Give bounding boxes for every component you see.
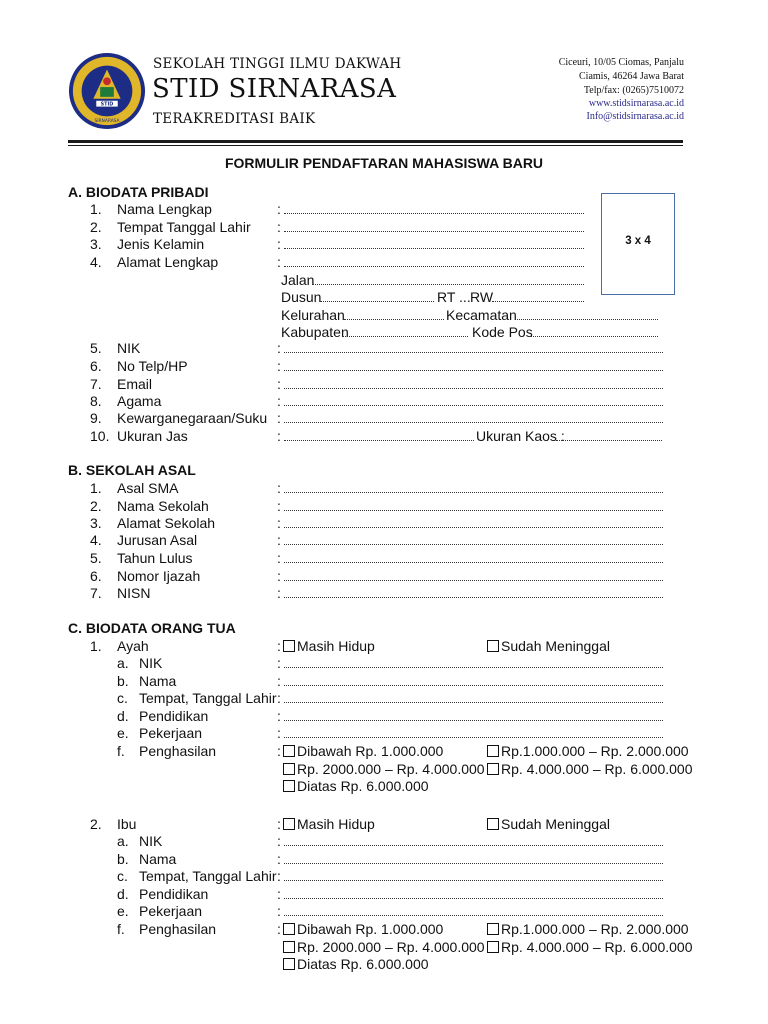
- item-label: Nomor Ijazah: [117, 568, 201, 584]
- checkbox[interactable]: [283, 818, 295, 830]
- option-label: Dibawah Rp. 1.000.000: [297, 921, 444, 937]
- sub-letter: a.: [117, 833, 129, 849]
- item-number: 5.: [90, 550, 102, 566]
- income-option[interactable]: [283, 778, 429, 794]
- option-label: Sudah Meninggal: [501, 816, 610, 832]
- option-masih-hidup[interactable]: [283, 638, 375, 654]
- input-line[interactable]: [284, 510, 663, 511]
- school-name: STID SIRNARASA: [152, 74, 397, 104]
- option-label: Rp. 4.000.000 – Rp. 6.000.000: [501, 939, 693, 955]
- address-line-2: Ciamis, 46264 Jawa Barat: [579, 71, 684, 82]
- label-kabupaten: Kabupaten: [281, 324, 349, 340]
- item-label: Tahun Lulus: [117, 550, 193, 566]
- colon: :: [277, 885, 281, 902]
- colon: :: [277, 743, 281, 759]
- label-ukuran-kaos: Ukuran Kaos :: [476, 428, 565, 444]
- input-line[interactable]: [284, 737, 663, 738]
- input-line[interactable]: [284, 720, 663, 721]
- item-number: 3.: [90, 515, 102, 531]
- item-number: 3.: [90, 236, 102, 252]
- option-label: Sudah Meninggal: [501, 638, 610, 654]
- label-dusun: Dusun: [281, 289, 322, 305]
- item-number: 8.: [90, 393, 102, 409]
- income-option[interactable]: [283, 761, 485, 777]
- sub-letter: f.: [117, 743, 125, 759]
- sub-letter: a.: [117, 655, 129, 671]
- input-line[interactable]: [284, 880, 663, 881]
- item-label: Kewarganegaraan/Suku: [117, 410, 268, 426]
- item-label: NIK: [117, 340, 141, 356]
- input-line[interactable]: [284, 898, 663, 899]
- input-line[interactable]: [284, 370, 663, 371]
- input-line[interactable]: [284, 702, 663, 703]
- sub-label: Tempat, Tanggal Lahir: [139, 690, 277, 707]
- colon: :: [277, 655, 281, 671]
- input-line[interactable]: [284, 580, 663, 581]
- item-number: 6.: [90, 358, 102, 374]
- label-kelurahan: Kelurahan: [281, 307, 345, 323]
- colon: :: [277, 921, 281, 937]
- item-label: NISN: [117, 585, 151, 601]
- address-line-1: Ciceuri, 10/05 Ciomas, Panjalu: [558, 57, 684, 68]
- item-label: Alamat Sekolah: [117, 515, 216, 531]
- item-label: No Telp/HP: [117, 358, 188, 374]
- checkbox[interactable]: [487, 941, 499, 953]
- input-line[interactable]: [284, 527, 663, 528]
- option-label: Rp.1.000.000 – Rp. 2.000.000: [501, 921, 689, 937]
- item-number: 4.: [90, 254, 102, 270]
- colon: :: [277, 410, 281, 426]
- option-sudah-meninggal[interactable]: [487, 816, 610, 832]
- sub-letter: b.: [117, 672, 129, 689]
- sub-letter: e.: [117, 903, 129, 920]
- photo-box: [601, 193, 675, 295]
- item-label: Ukuran Jas: [117, 428, 188, 444]
- colon: :: [277, 219, 281, 235]
- section-a-title: A. BIODATA PRIBADI: [68, 184, 209, 200]
- accreditation: TERAKREDITASI BAIK: [153, 111, 316, 127]
- option-sudah-meninggal[interactable]: [487, 638, 610, 654]
- parent-number: 2.: [90, 816, 102, 832]
- sub-letter: e.: [117, 725, 129, 742]
- checkbox[interactable]: [283, 780, 295, 792]
- colon: :: [277, 340, 281, 356]
- field-kabupaten[interactable]: [342, 336, 468, 337]
- option-masih-hidup[interactable]: [283, 816, 375, 832]
- item-label: Agama: [117, 393, 162, 409]
- item-label: Nama Lengkap: [117, 201, 212, 217]
- option-label: Rp. 4.000.000 – Rp. 6.000.000: [501, 761, 693, 777]
- checkbox[interactable]: [283, 640, 295, 652]
- option-label: Rp. 2000.000 – Rp. 4.000.000: [297, 939, 485, 955]
- colon: :: [277, 725, 281, 742]
- colon: :: [277, 816, 281, 832]
- svg-text:STID: STID: [100, 101, 114, 108]
- sub-letter: d.: [117, 707, 129, 724]
- option-label: Masih Hidup: [297, 816, 375, 832]
- colon: :: [277, 428, 281, 444]
- label-kecamatan: Kecamatan: [446, 307, 517, 323]
- sub-label: Penghasilan: [139, 743, 217, 759]
- input-line[interactable]: [284, 492, 663, 493]
- checkbox[interactable]: [487, 763, 499, 775]
- sub-label: Pekerjaan: [139, 903, 203, 920]
- input-line[interactable]: [284, 422, 663, 423]
- sub-letter: b.: [117, 850, 129, 867]
- item-number: 7.: [90, 585, 102, 601]
- item-number: 2.: [90, 498, 102, 514]
- income-option[interactable]: [487, 921, 689, 937]
- input-line[interactable]: [284, 388, 663, 389]
- school-line: SEKOLAH TINGGI ILMU DAKWAH: [153, 56, 402, 72]
- field-kecamatan[interactable]: [515, 319, 658, 320]
- colon: :: [277, 376, 281, 392]
- option-label: Dibawah Rp. 1.000.000: [297, 743, 444, 759]
- colon: :: [277, 550, 281, 566]
- input-line[interactable]: [284, 845, 663, 846]
- option-label: Rp. 2000.000 – Rp. 4.000.000: [297, 761, 485, 777]
- input-line[interactable]: [284, 248, 584, 249]
- sub-label: Pekerjaan: [139, 725, 203, 742]
- checkbox[interactable]: [283, 763, 295, 775]
- checkbox[interactable]: [487, 640, 499, 652]
- sub-letter: d.: [117, 885, 129, 902]
- income-option[interactable]: [283, 956, 429, 972]
- colon: :: [277, 236, 281, 252]
- email-link[interactable]: Info@stidsirnarasa.ac.id: [586, 111, 684, 122]
- label-rw: RW: [470, 289, 494, 305]
- input-line[interactable]: [284, 405, 663, 406]
- option-label: Rp.1.000.000 – Rp. 2.000.000: [501, 743, 689, 759]
- label-rt: RT ...: [437, 289, 471, 305]
- field-jalan[interactable]: [312, 284, 584, 285]
- item-number: 4.: [90, 532, 102, 548]
- colon: :: [277, 515, 281, 531]
- item-label: Nama Sekolah: [117, 498, 209, 514]
- header-divider-thin: [68, 145, 683, 146]
- phone: Telp/fax: (0265)7510072: [583, 85, 684, 96]
- checkbox[interactable]: [487, 923, 499, 935]
- school-logo: [68, 52, 146, 130]
- colon: :: [277, 568, 281, 584]
- item-number: 6.: [90, 568, 102, 584]
- section-c-title: C. BIODATA ORANG TUA: [68, 620, 236, 636]
- website-link[interactable]: www.stidsirnarasa.ac.id: [588, 98, 684, 109]
- colon: :: [277, 480, 281, 496]
- colon: :: [277, 638, 281, 654]
- input-line[interactable]: [284, 915, 663, 916]
- option-label: Diatas Rp. 6.000.000: [297, 956, 429, 972]
- checkbox[interactable]: [283, 923, 295, 935]
- colon: :: [277, 707, 281, 724]
- item-number: 10.: [90, 428, 110, 444]
- photo-label: 3 x 4: [625, 235, 651, 247]
- sub-letter: c.: [117, 690, 128, 707]
- colon: :: [277, 833, 281, 849]
- income-option[interactable]: [487, 743, 689, 759]
- checkbox[interactable]: [283, 941, 295, 953]
- income-option[interactable]: [487, 939, 692, 955]
- sub-label: Nama: [139, 672, 177, 689]
- input-line[interactable]: [284, 352, 663, 353]
- sub-letter: c.: [117, 868, 128, 885]
- sub-label: Penghasilan: [139, 921, 217, 937]
- input-line[interactable]: [284, 562, 663, 563]
- income-option[interactable]: [487, 761, 692, 777]
- colon: :: [277, 903, 281, 920]
- item-label: Email: [117, 376, 153, 392]
- colon: :: [277, 393, 281, 409]
- field-ukuran-kaos[interactable]: [556, 440, 662, 441]
- colon: :: [277, 254, 281, 270]
- field-kode-pos[interactable]: [528, 336, 658, 337]
- input-line[interactable]: [284, 213, 584, 214]
- sub-label: Pendidikan: [139, 885, 209, 902]
- section-b-title: B. SEKOLAH ASAL: [68, 462, 196, 478]
- colon: :: [277, 690, 281, 707]
- parent-number: 1.: [90, 638, 102, 654]
- colon: :: [277, 532, 281, 548]
- sub-label: Pendidikan: [139, 707, 209, 724]
- input-line[interactable]: [284, 231, 584, 232]
- field-dusun[interactable]: [320, 301, 434, 302]
- header-divider-thick: [68, 140, 683, 143]
- item-label: Asal SMA: [117, 480, 179, 496]
- colon: :: [277, 358, 281, 374]
- parent-label: Ayah: [117, 638, 149, 654]
- item-number: 9.: [90, 410, 102, 426]
- colon: :: [277, 868, 281, 885]
- input-line[interactable]: [284, 667, 663, 668]
- colon: :: [277, 498, 281, 514]
- input-line[interactable]: [284, 440, 474, 441]
- svg-text:SIRNARASA: SIRNARASA: [94, 119, 120, 125]
- input-line[interactable]: [284, 266, 584, 267]
- colon: :: [277, 672, 281, 689]
- sub-label: NIK: [139, 655, 163, 671]
- colon: :: [277, 201, 281, 217]
- field-kelurahan[interactable]: [344, 319, 444, 320]
- label-kode-pos: Kode Pos: [472, 324, 533, 340]
- field-rw[interactable]: [492, 301, 584, 302]
- sub-label: Nama: [139, 850, 177, 867]
- item-number: 5.: [90, 340, 102, 356]
- input-line[interactable]: [284, 544, 663, 545]
- form-title: FORMULIR PENDAFTARAN MAHASISWA BARU: [224, 155, 544, 171]
- item-number: 2.: [90, 219, 102, 235]
- colon: :: [277, 850, 281, 867]
- item-label: Alamat Lengkap: [117, 254, 219, 270]
- item-number: 1.: [90, 201, 102, 217]
- item-label: Jurusan Asal: [117, 532, 198, 548]
- income-option[interactable]: [283, 939, 485, 955]
- input-line[interactable]: [284, 597, 663, 598]
- sub-label: NIK: [139, 833, 163, 849]
- parent-label: Ibu: [117, 816, 137, 832]
- sub-label: Tempat, Tanggal Lahir: [139, 868, 277, 885]
- checkbox[interactable]: [487, 745, 499, 757]
- checkbox[interactable]: [487, 818, 499, 830]
- input-line[interactable]: [284, 685, 663, 686]
- label-jalan: Jalan: [281, 272, 315, 288]
- item-label: Jenis Kelamin: [117, 236, 205, 252]
- option-label: Diatas Rp. 6.000.000: [297, 778, 429, 794]
- checkbox[interactable]: [283, 745, 295, 757]
- income-option[interactable]: [283, 743, 443, 759]
- colon: :: [277, 585, 281, 601]
- income-option[interactable]: [283, 921, 443, 937]
- sub-letter: f.: [117, 921, 125, 937]
- item-number: 7.: [90, 376, 102, 392]
- item-label: Tempat Tanggal Lahir: [117, 219, 251, 235]
- item-number: 1.: [90, 480, 102, 496]
- checkbox[interactable]: [283, 958, 295, 970]
- input-line[interactable]: [284, 863, 663, 864]
- option-label: Masih Hidup: [297, 638, 375, 654]
